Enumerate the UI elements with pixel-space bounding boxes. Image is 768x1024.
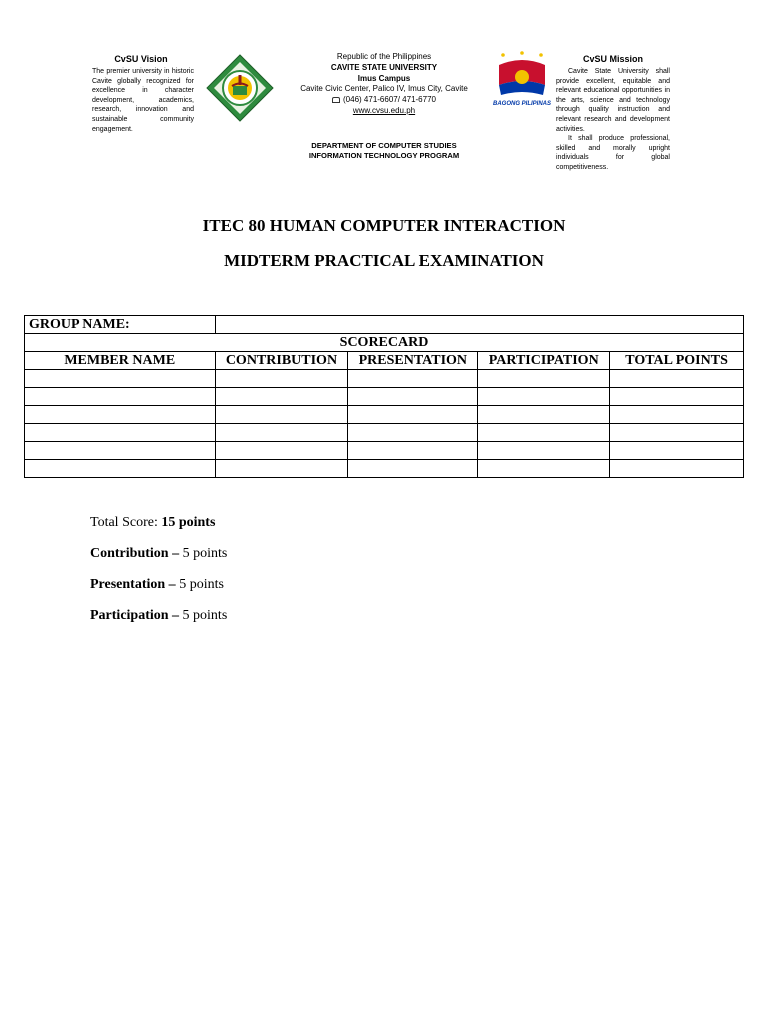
exam-title: MIDTERM PRACTICAL EXAMINATION (224, 251, 544, 270)
vision-text: The premier university in historic Cavite globally recognized for excellence in character development, academics, research, innovation and sustainable community engagement. (92, 68, 194, 133)
participation-value: 5 points (179, 608, 228, 623)
participation-label: Participation – (90, 608, 180, 623)
group-name-field[interactable] (215, 316, 744, 334)
bagong-pilipinas-logo (493, 51, 551, 113)
table-row (25, 370, 744, 388)
scorecard-title-row (25, 334, 744, 352)
participation-cell[interactable] (478, 406, 610, 424)
total-points-cell[interactable] (610, 442, 744, 460)
cvsu-seal-logo (206, 54, 274, 122)
participation-cell[interactable] (478, 388, 610, 406)
mission-block (556, 54, 670, 173)
contribution-line (90, 545, 227, 563)
member-name-cell[interactable] (25, 370, 216, 388)
participation-cell[interactable] (478, 370, 610, 388)
program-name: INFORMATION TECHNOLOGY PROGRAM (308, 150, 460, 160)
department-name: DEPARTMENT OF COMPUTER STUDIES (311, 140, 457, 150)
group-name-label: GROUP NAME: (25, 316, 216, 334)
member-name-cell[interactable] (25, 406, 216, 424)
contribution-cell[interactable] (215, 370, 348, 388)
republic-line: Republic of the Philippines (336, 52, 432, 61)
group-name-row (25, 316, 744, 334)
points-breakdown (90, 514, 227, 638)
mission-title: CvSU Mission (582, 54, 643, 64)
mission-paragraph-1: Cavite State University shall provide excellent, equitable and relevant educational opportunities in the arts, science and technology through quality instruction and relevant research and development activities. (556, 68, 670, 133)
contribution-cell[interactable] (215, 424, 348, 442)
participation-cell[interactable] (478, 442, 610, 460)
table-row (25, 388, 744, 406)
phone-number: (046) 471-6607/ 471-6770 (343, 95, 436, 105)
table-row (25, 424, 744, 442)
scorecard-table (24, 315, 744, 478)
website-link[interactable]: www.cvsu.edu.ph (352, 105, 416, 115)
presentation-cell[interactable] (348, 388, 478, 406)
presentation-cell[interactable] (348, 370, 478, 388)
member-name-cell[interactable] (25, 460, 216, 478)
total-points-cell[interactable] (610, 424, 744, 442)
column-header-presentation: PRESENTATION (348, 352, 478, 370)
address-line: Cavite Civic Center, Palico IV, Imus City, Cavite (300, 84, 468, 94)
bagong-pilipinas-label: BAGONG PILIPINAS (493, 101, 551, 107)
campus-name: Imus Campus (357, 73, 411, 83)
contribution-cell[interactable] (215, 460, 348, 478)
participation-cell[interactable] (478, 460, 610, 478)
total-score-value: 15 points (161, 515, 216, 530)
presentation-cell[interactable] (348, 460, 478, 478)
total-points-cell[interactable] (610, 370, 744, 388)
member-name-cell[interactable] (25, 424, 216, 442)
university-address-block (288, 52, 480, 161)
table-row (25, 442, 744, 460)
table-header-row (25, 352, 744, 370)
mission-paragraph-2: It shall produce professional, skilled and morally upright individuals for global competitiveness. (556, 135, 670, 171)
contribution-cell[interactable] (215, 442, 348, 460)
scorecard-title: SCORECARD (25, 334, 744, 352)
table-row (25, 460, 744, 478)
column-header-total-points: TOTAL POINTS (610, 352, 744, 370)
column-header-contribution: CONTRIBUTION (215, 352, 348, 370)
presentation-label: Presentation – (90, 577, 176, 592)
vision-block (88, 54, 194, 134)
phone-line (288, 95, 480, 106)
letterhead (88, 46, 672, 174)
total-points-cell[interactable] (610, 388, 744, 406)
total-points-cell[interactable] (610, 460, 744, 478)
presentation-cell[interactable] (348, 442, 478, 460)
contribution-cell[interactable] (215, 406, 348, 424)
column-header-participation: PARTICIPATION (478, 352, 610, 370)
presentation-cell[interactable] (348, 406, 478, 424)
member-name-cell[interactable] (25, 442, 216, 460)
course-title: ITEC 80 HUMAN COMPUTER INTERACTION (202, 216, 566, 235)
contribution-value: 5 points (179, 546, 228, 561)
total-points-cell[interactable] (610, 406, 744, 424)
vision-title: CvSU Vision (114, 54, 168, 64)
phone-icon (332, 97, 340, 103)
member-name-cell[interactable] (25, 388, 216, 406)
contribution-cell[interactable] (215, 388, 348, 406)
total-score-label: Total Score: (90, 515, 162, 530)
contribution-label: Contribution – (90, 546, 180, 561)
presentation-value: 5 points (175, 577, 224, 592)
participation-line (90, 607, 227, 625)
presentation-cell[interactable] (348, 424, 478, 442)
table-row (25, 406, 744, 424)
university-name: CAVITE STATE UNIVERSITY (330, 62, 438, 72)
participation-cell[interactable] (478, 424, 610, 442)
presentation-line (90, 576, 227, 594)
column-header-member-name: MEMBER NAME (25, 352, 216, 370)
total-score-line (90, 514, 227, 532)
department-block (288, 141, 480, 161)
